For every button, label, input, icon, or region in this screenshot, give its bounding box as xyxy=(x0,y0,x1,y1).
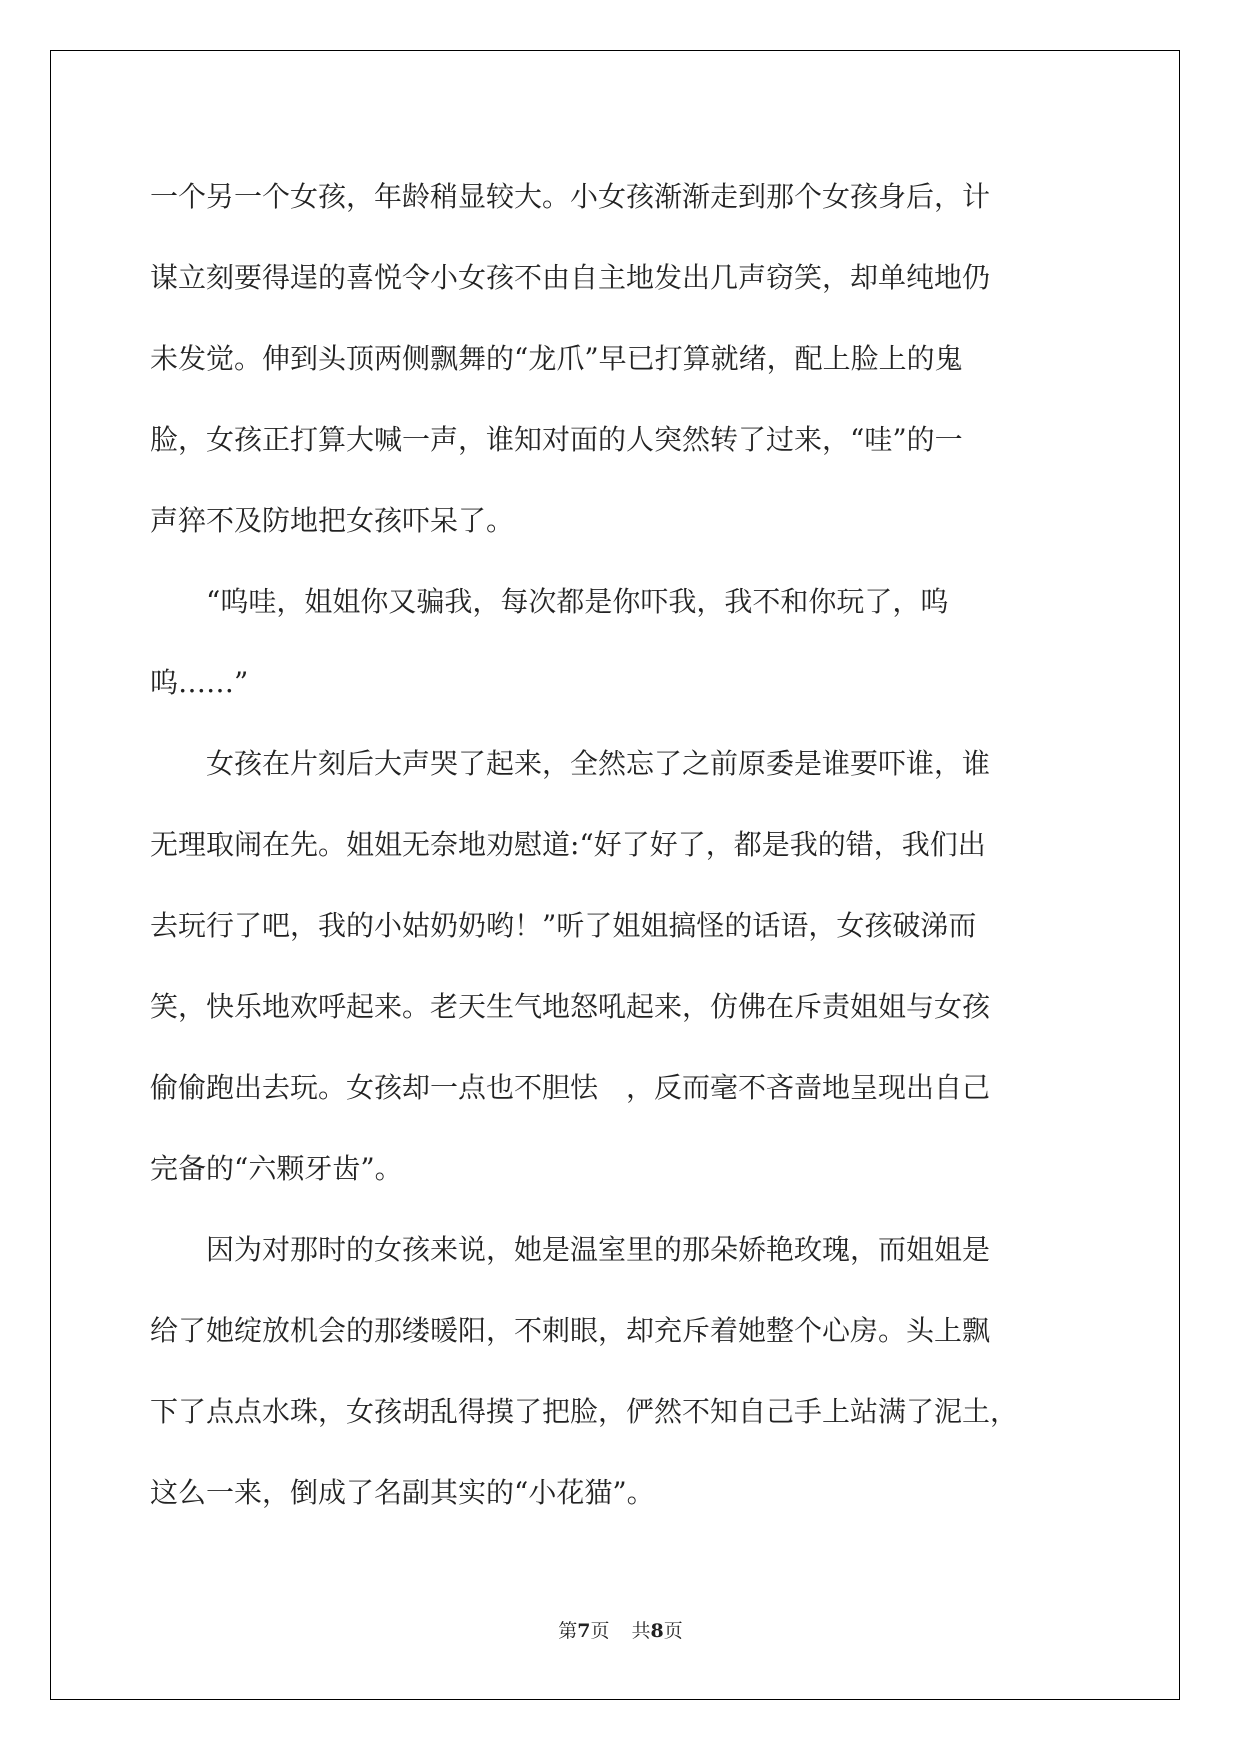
text-line: 一个另一个女孩，年龄稍显较大。小女孩渐渐走到那个女孩身后，计 xyxy=(150,180,991,213)
page-total: 8 xyxy=(650,1620,664,1642)
page-unit: 页 xyxy=(590,1620,610,1642)
text-line: 笑，快乐地欢呼起来。老天生气地怒吼起来，仿佛在斥责姐姐与女孩 xyxy=(150,990,991,1023)
page-number: 7 xyxy=(577,1620,591,1642)
total-prefix: 共 xyxy=(631,1620,651,1642)
total-unit: 页 xyxy=(663,1620,683,1642)
text-line: 下了点点水珠，女孩胡乱得摸了把脸，俨然不知自己手上站满了泥土， xyxy=(150,1395,1019,1428)
paragraph-1 xyxy=(150,156,1090,561)
text-line: 给了她绽放机会的那缕暖阳，不刺眼，却充斥着她整个心房。头上飘 xyxy=(150,1314,991,1347)
text-line: 女孩在片刻后大声哭了起来，全然忘了之前原委是谁要吓谁，谁 xyxy=(150,747,991,780)
text-line: 完备的“六颗牙齿”。 xyxy=(150,1152,403,1185)
text-line: 因为对那时的女孩来说，她是温室里的那朵娇艳玫瑰，而姐姐是 xyxy=(150,1233,991,1266)
text-line: 无理取闹在先。姐姐无奈地劝慰道:“好了好了，都是我的错，我们出 xyxy=(150,828,986,861)
text-line: “呜哇，姐姐你又骗我，每次都是你吓我，我不和你玩了，呜 xyxy=(150,585,949,618)
text-line: 声猝不及防地把女孩吓呆了。 xyxy=(150,504,515,537)
paragraph-2 xyxy=(150,561,1090,723)
text-line: 呜……” xyxy=(150,666,249,699)
page-footer xyxy=(0,1616,1241,1643)
text-line: 去玩行了吧，我的小姑奶奶哟！”听了姐姐搞怪的话语，女孩破涕而 xyxy=(150,909,977,942)
paragraph-3 xyxy=(150,723,1090,1209)
page-prefix: 第 xyxy=(558,1620,578,1642)
text-line: 脸，女孩正打算大喊一声，谁知对面的人突然转了过来，“哇”的一 xyxy=(150,423,963,456)
text-line: 这么一来，倒成了名副其实的“小花猫”。 xyxy=(150,1476,655,1509)
text-line: 未发觉。伸到头顶两侧飘舞的“龙爪”早已打算就绪，配上脸上的鬼 xyxy=(150,342,963,375)
paragraph-4 xyxy=(150,1209,1090,1533)
text-line: 谋立刻要得逞的喜悦令小女孩不由自主地发出几声窃笑，却单纯地仍 xyxy=(150,261,991,294)
document-body xyxy=(150,156,1090,1533)
text-line: 偷偷跑出去玩。女孩却一点也不胆怯 ，反而毫不吝啬地呈现出自己 xyxy=(150,1071,991,1104)
